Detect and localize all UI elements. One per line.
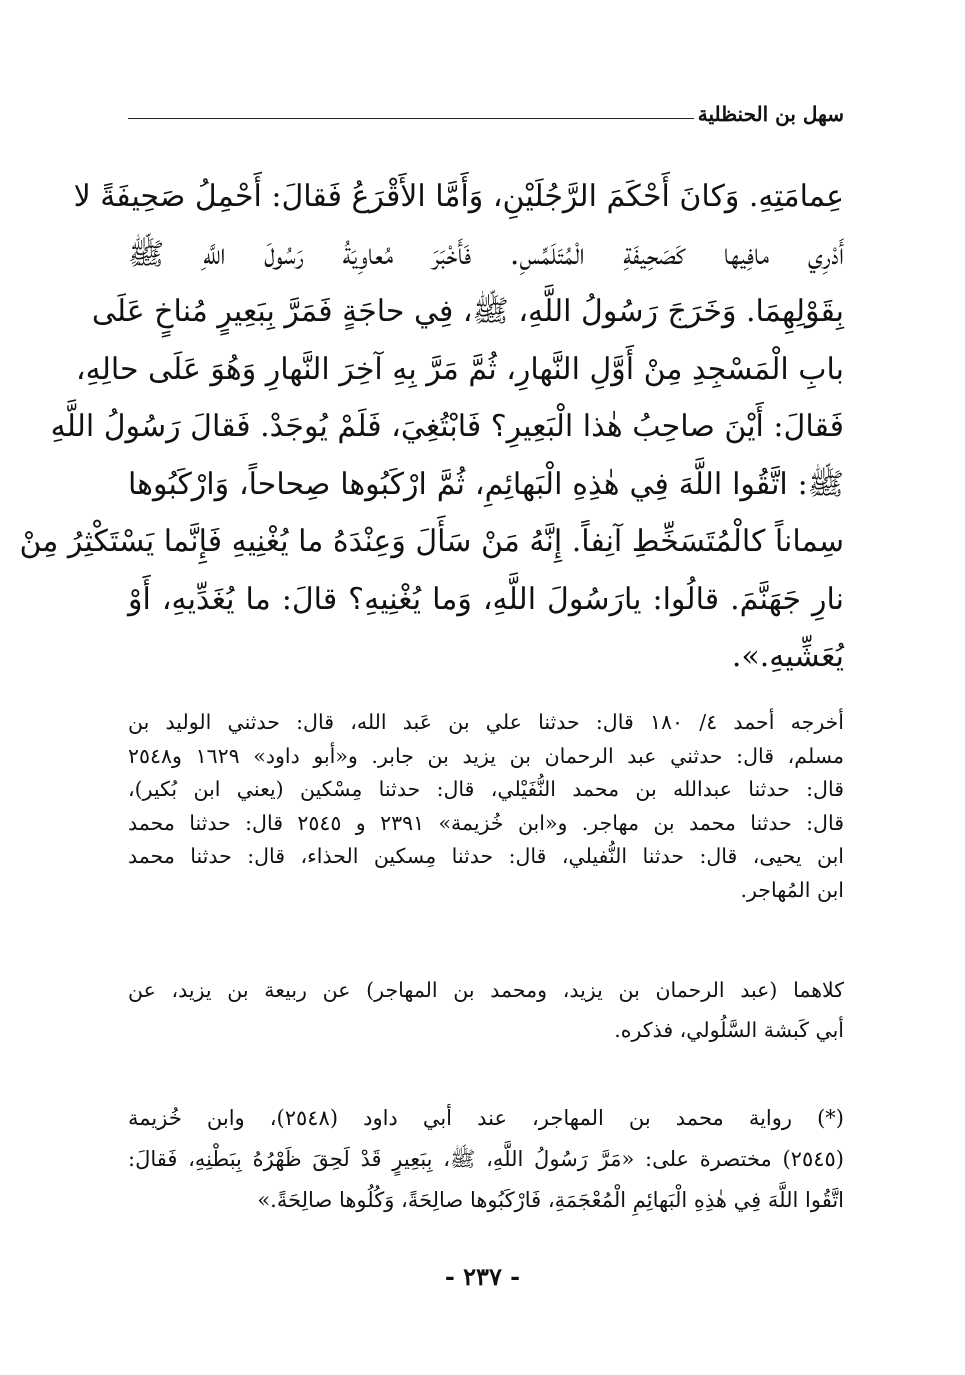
footnote-line: أخرجه أحمد ٤/ ١٨٠ قال: حدثنا علي بن عَبد الله، قال: حدثني الوليد بن — [128, 710, 844, 734]
running-header — [128, 98, 844, 134]
footnote-line: اتَّقُوا اللَّهَ فِي هٰذِهِ الْبَهائِمِ الْمُعْجَمَةِ، فَارْكَبُوها صالِحَةً، وَكُلُوها صالِحَةً.» — [257, 1188, 844, 1212]
header-title: سهل بن الحنظلية — [697, 102, 844, 126]
footnote-line: كلاهما (عبد الرحمان بن يزيد، ومحمد بن المهاجر) عن ربيعة بن يزيد، عن — [128, 978, 844, 1002]
main-text-block — [19, 168, 844, 686]
footnote-line: أبي كَبشة السَّلُولي، فذكره. — [614, 1018, 844, 1042]
footnote-line: (٢٥٤٥) مختصرة على: «مَرَّ رَسُولُ اللَّهِ، ﷺ، بِبَعِيرٍ قَدْ لَحِقَ ظَهْرُهُ بِبَطْنِهِ، فَقالَ: — [128, 1147, 844, 1171]
footnote-paragraph-1 — [128, 706, 844, 908]
main-text-line: سِماناً كالْمُتَسَخِّطِ آنِفاً. إِنَّهُ مَنْ سَأَلَ وَعِنْدَهُ ما يُغْنِيهِ فَإِنَّما يَسْتَكْثِرُ مِنْ — [19, 524, 844, 559]
main-text-line: أَدْرِي مافِيها كَصَحِيفَةِ الْمُتَلَمِّسِ. فَأَخْبَرَ مُعاوِيَةُ رَسُولَ اللَّهِ ﷺ — [128, 236, 844, 272]
main-text-line: بِقَوْلِهِمَا. وَخَرَجَ رَسُولُ اللَّهِ، ﷺ، فِي حاجَةٍ فَمَرَّ بِبَعِيرٍ مُناخٍ عَلَى — [91, 294, 844, 329]
footnote-line: ابن يحيى، قال: حدثنا النُّفيلي، قال: حدثنا مِسكين الحذاء، قال: حدثنا محمد — [128, 844, 844, 869]
footnote-line: ابن المُهاجر. — [740, 877, 844, 902]
main-text-line: فَقالَ: أَيْنَ صاحِبُ هٰذا الْبَعِيرِ؟ فَابْتُغِيَ، فَلَمْ يُوجَدْ. فَقالَ رَسُولُ اللَّهِ — [50, 409, 844, 444]
footnote-paragraph-2 — [128, 970, 844, 1050]
main-text-line: ﷺ: اتَّقُوا اللَّهَ فِي هٰذِهِ الْبَهائِمِ، ثُمَّ ارْكَبُوها صِحاحاً، وَارْكَبُوها — [128, 466, 844, 502]
main-text-line: بابِ الْمَسْجِدِ مِنْ أَوَّلِ النَّهارِ، ثُمَّ مَرَّ بِهِ آخِرَ النَّهارِ وَهُوَ عَلَى حالِهِ، — [75, 351, 844, 387]
page-number: - ٢٣٧ - — [444, 1262, 521, 1291]
footnote-line: قال: حدثنا عبدالله بن محمد النُّفَيْلي، قال: حدثنا مِسْكين (يعني ابن بُكير)، — [128, 777, 844, 802]
main-text-line: يُعَشِّيهِ.». — [731, 639, 844, 674]
main-text-line: نارِ جَهَنَّمَ. قالُوا: يارَسُولَ اللَّهِ، وَما يُغْنِيهِ؟ قالَ: ما يُغَدِّيهِ، أَوْ — [128, 581, 844, 617]
header-rule — [128, 118, 694, 119]
footnote-paragraph-3 — [128, 1098, 844, 1221]
footnote-line: (*) رواية محمد بن المهاجر، عند أبي داود (٢٥٤٨)، وابن خُزيمة — [128, 1106, 844, 1130]
footnote-line: قال: حدثنا محمد بن مهاجر. و«ابن خُزيمة» ٢٣٩١ و ٢٥٤٥ قال: حدثنا محمد — [128, 810, 844, 835]
main-text-line: عِمامَتِهِ. وَكانَ أَحْكَمَ الرَّجُلَيْنِ، وَأَمَّا الأَقْرَعُ فَقالَ: أَحْمِلُ صَحِيفَةً لا — [73, 179, 844, 214]
footnote-line: مسلم، قال: حدثني عبد الرحمان بن يزيد بن جابر. و«أبو داود» ١٦٢٩ و٢٥٤٨ — [128, 743, 844, 768]
